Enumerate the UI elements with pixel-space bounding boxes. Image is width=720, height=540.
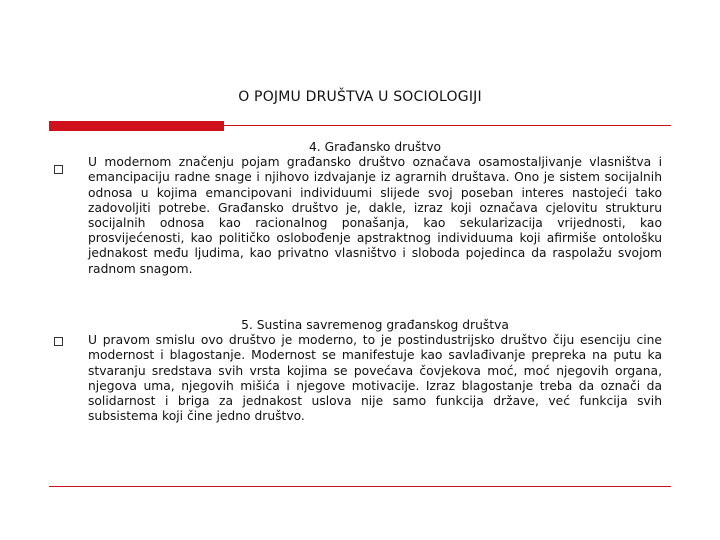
section-gradjansko-drustvo	[88, 140, 662, 277]
section-body: U modernom značenju pojam građansko društvo označava osamostaljivanje vlasništva i emancipaciju radne snage i njihovo izdvajanje iz agrarnih društava. Ono je sistem socijalnih odnosa u kojima emancipovani individuumi slijede svoj poseban interes nastojeći tako zadovoljiti potrebe. Građansko društvo je, dakle, izraz koji označava cjelovitu strukturu socijalnih odnosa kao racionalnog ponašanja, kao sekularizacija vrijednosti, kao prosvijećenosti, kao političko oslobođenje apstraktnog individuuma koji afirmiše ontološku jednakost među ljudima, kao privatno vlasništvo i sloboda pojedinca da raspolažu svojom radnom snagom.	[88, 155, 662, 276]
section-sustina-drustva	[88, 318, 662, 424]
divider-red-line	[224, 125, 671, 126]
divider-red-block	[49, 121, 224, 131]
slide-title: O POJMU DRUŠTVA U SOCIOLOGIJI	[238, 89, 482, 105]
section-heading: 4. Građansko društvo	[308, 140, 442, 154]
section-body: U pravom smislu ovo društvo je moderno, to je postindustrijsko društvo čiju esenciju cine modernost i blagostanje. Modernost se manifestuje kao savlađivanje prepreka na putu ka stvaranju sredstava svih vrsta kojima se povećava čovjekova moć, moć njegovih organa, njegova uma, njegovih mišića i njegove motivacije. Izraz blagostanje treba da označi da solidarnost i briga za jednakost uslova nije samo funkcija države, već funkcija svih subsistema koji čine jedno društvo.	[88, 333, 662, 424]
square-bullet-icon	[54, 165, 63, 174]
section-heading: 5. Sustina savremenog građanskog društva	[241, 318, 509, 332]
square-bullet-icon	[54, 337, 63, 346]
title-divider	[49, 121, 671, 131]
bottom-divider	[49, 486, 671, 487]
